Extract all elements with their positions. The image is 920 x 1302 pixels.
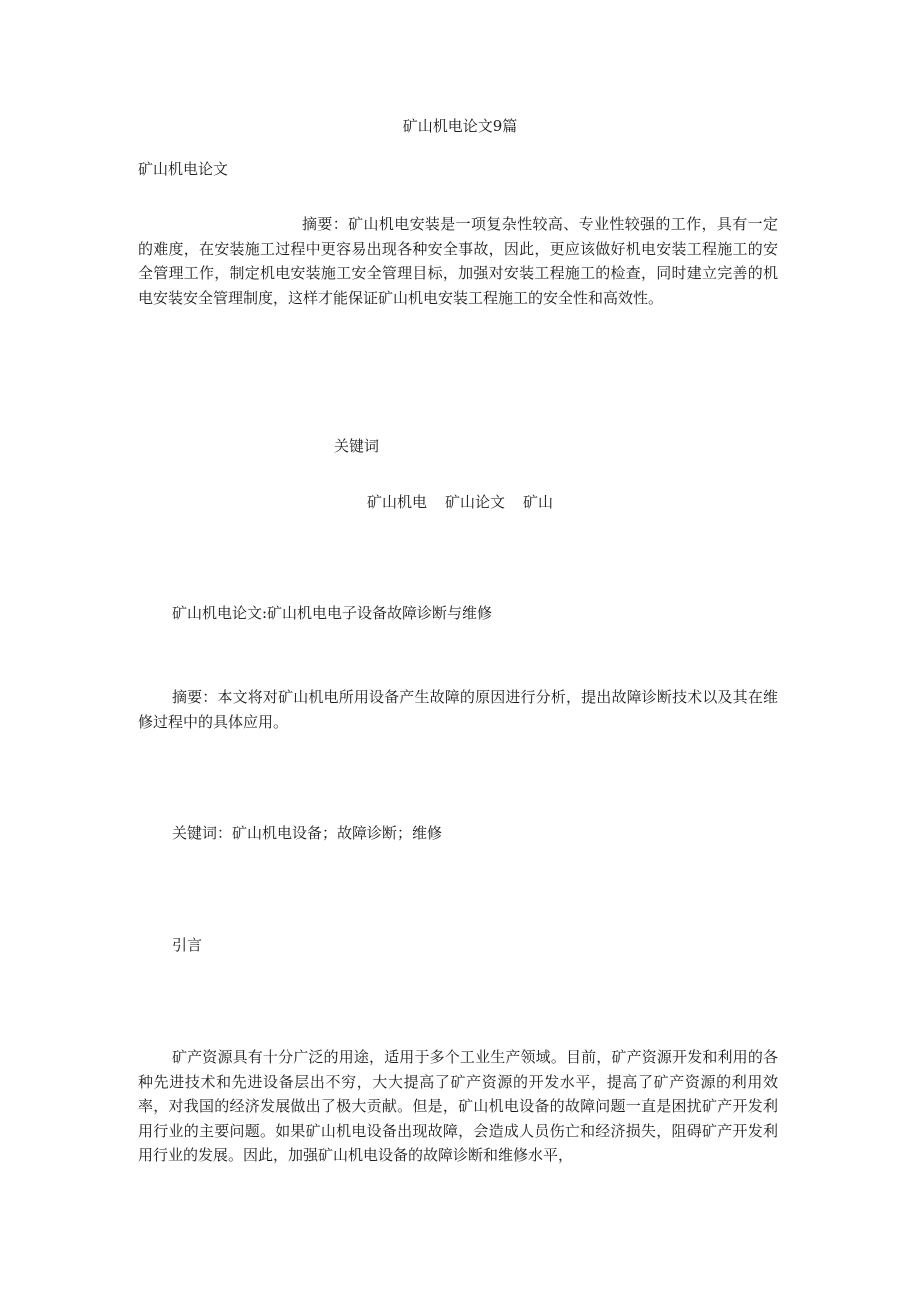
keywords-list [0, 492, 920, 512]
intro-heading: 引言 [172, 936, 203, 954]
abstract-paragraph-2: 摘要：本文将对矿山机电所用设备产生故障的原因进行分析，提出故障诊断技术以及其在维修过程中的具体应用。 [138, 688, 778, 731]
keyword-item: 矿山机电 [366, 493, 427, 511]
abstract-paragraph-1: 摘要：矿山机电安装是一项复杂性较高、专业性较强的工作，具有一定的难度，在安装施工过程中更容易出现各种安全事故，因此，更应该做好机电安装工程施工的安全管理工作，制定机电安装施工安全管理目标，加强对安装工程施工的检查，同时建立完善的机电安装安全管理制度，这样才能保证矿山机电安装工程施工的安全性和高效性。 [138, 215, 778, 307]
keyword-item: 矿山 [523, 493, 554, 511]
section-label: 矿山机电论文 [138, 160, 229, 178]
article-title: 矿山机电论文:矿山机电电子设备故障诊断与维修 [172, 604, 493, 622]
keywords-heading: 关键词 [334, 437, 380, 455]
document-title: 矿山机电论文9篇 [402, 117, 518, 135]
keyword-item: 矿山论文 [444, 493, 505, 511]
intro-paragraph: 矿产资源具有十分广泛的用途，适用于多个工业生产领域。目前，矿产资源开发和利用的各种先进技术和先进设备层出不穷，大大提高了矿产资源的开发水平，提高了矿产资源的利用效率，对我国的经济发展做出了极大贡献。但是，矿山机电设备的故障问题一直是困扰矿产开发利用行业的主要问题。如果矿山机电设备出现故障，会造成人员伤亡和经济损失，阻碍矿产开发利用行业的发展。因此，加强矿山机电设备的故障诊断和维修水平， [138, 1048, 778, 1164]
keywords-line: 关键词：矿山机电设备；故障诊断；维修 [172, 824, 443, 842]
